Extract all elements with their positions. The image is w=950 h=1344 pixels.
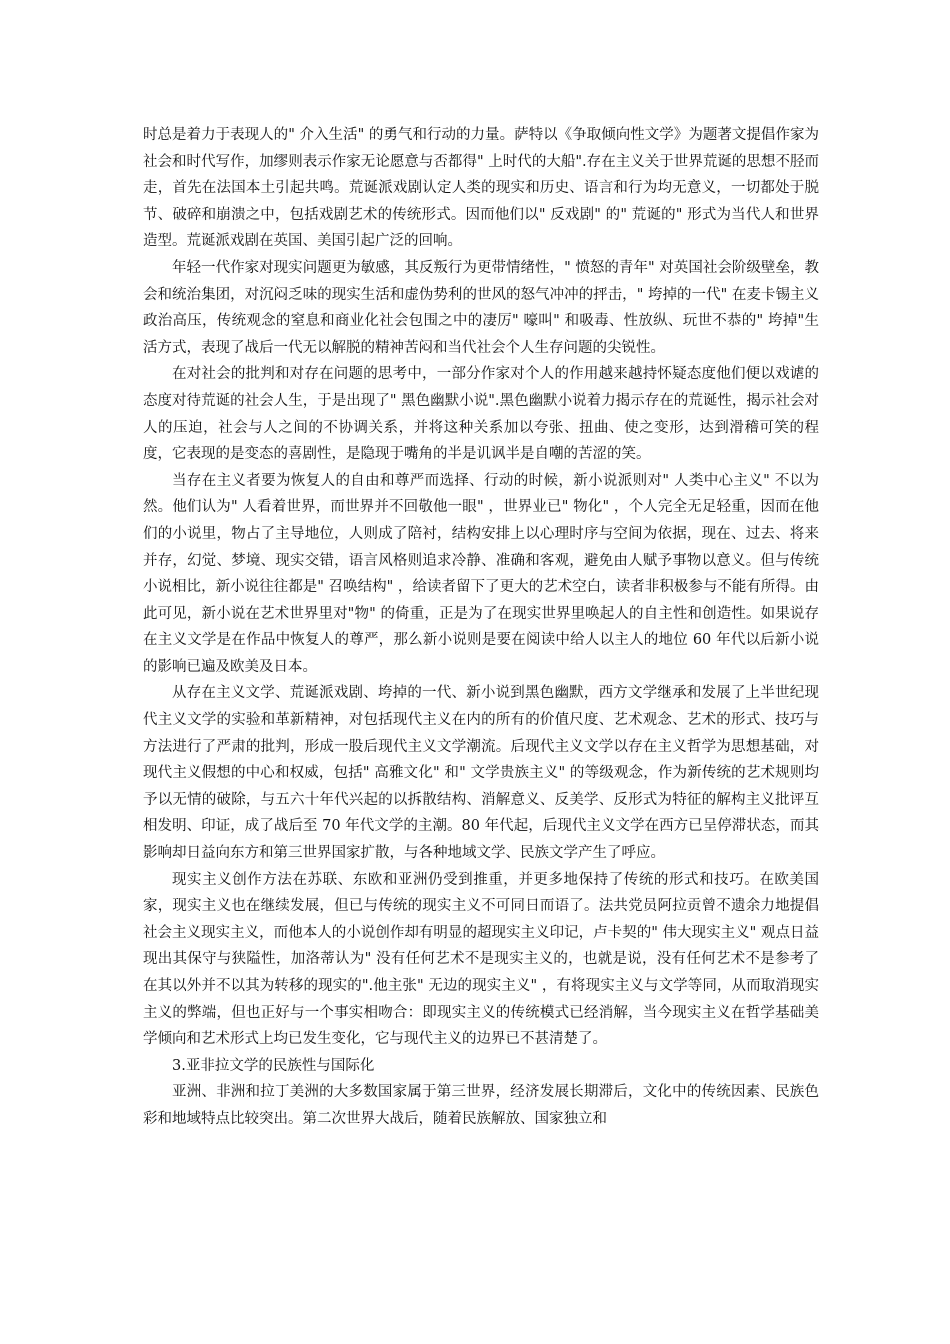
- section-heading: 3.亚非拉文学的民族性与国际化: [172, 1057, 375, 1074]
- paragraph-postmodernism: 从存在主义文学、荒诞派戏剧、垮掉的一代、新小说到黑色幽默，西方文学继承和发展了上半世纪现代主义文学的实验和革新精神，对包括现代主义在内的所有的价值尺度、艺术观念、艺术的形式、技巧与方法进行了严肃的批判，形成一股后现代主义文学潮流。后现代主义文学以存在主义哲学为思想基础，对现代主义假想的中心和权威，包括" 高雅文化" 和" 文学贵族主义" 的等级观念，作为新传统的艺术规则均予以无情的破除，与五六十年代兴起的以拆散结构、消解意义、反美学、反形式为特征的解构主义批评互相发明、印证，成了战后至 70 年代文学的主潮。80 年代起，后现代主义文学在西方已呈停滞状态，而其影响却日益向东方和第三世界国家扩散，与各种地域文学、民族文学产生了呼应。: [143, 685, 819, 862]
- paragraph-third-world: 亚洲、非洲和拉丁美洲的大多数国家属于第三世界，经济发展长期滞后，文化中的传统因素、民族色彩和地域特点比较突出。第二次世界大战后，随着民族解放、国家独立和: [143, 1084, 819, 1127]
- paragraph-black-humor: 在对社会的批判和对存在问题的思考中，一部分作家对个人的作用越来越持怀疑态度他们便以戏谑的态度对待荒诞的社会人生，于是出现了" 黑色幽默小说".黑色幽默小说着力揭示存在的荒诞性，揭示社会对人的压迫，社会与人之间的不协调关系，并将这种关系加以夸张、扭曲、使之变形，达到滑稽可笑的程度，它表现的是变态的喜剧性，是隐现于嘴角的半是讥讽半是自嘲的苦涩的笑。: [143, 366, 819, 463]
- paragraph-existentialism-continued: 时总是着力于表现人的" 介入生活" 的勇气和行动的力量。萨特以《争取倾向性文学》为题著文提倡作家为社会和时代写作，加缪则表示作家无论愿意与否都得" 上时代的大船".存在主义关于世界荒诞的思想不胫而走，首先在法国本土引起共鸣。荒诞派戏剧认定人类的现实和历史、语言和行为均无意义，一切都处于脱节、破碎和崩溃之中，包括戏剧艺术的传统形式。因而他们以" 反戏剧" 的" 荒诞的" 形式为当代人和世界造型。荒诞派戏剧在英国、美国引起广泛的回响。: [143, 127, 819, 250]
- paragraph-new-novel: 当存在主义者要为恢复人的自由和尊严而选择、行动的时候，新小说派则对" 人类中心主义" 不以为然。他们认为" 人看着世界，而世界并不回敬他一眼" ，世界业已" 物化" ，个人完全无足轻重，因而在他们的小说里，物占了主导地位，人则成了陪衬，结构安排上以心理时序与空间为依据，现在、过去、将来并存，幻觉、梦境、现实交错，语言风格则追求冷静、准确和客观，避免由人赋予事物以意义。但与传统小说相比，新小说往往都是" 召唤结构" ，给读者留下了更大的艺术空白，读者非积极参与不能有所得。由此可见，新小说在艺术世界里对"物" 的倚重，正是为了在现实世界里唤起人的自主性和创造性。如果说存在主义文学是在作品中恢复人的尊严，那么新小说则是要在阅读中给人以主人的地位 60 年代以后新小说的影响已遍及欧美及日本。: [143, 472, 819, 675]
- paragraph-realism: 现实主义创作方法在苏联、东欧和亚洲仍受到推重，并更多地保持了传统的形式和技巧。在欧美国家，现实主义也在继续发展，但已与传统的现实主义不可同日而语了。法共党员阿拉贡曾不遗余力地提倡社会主义现实主义，而他本人的小说创作却有明显的超现实主义印记，卢卡契的" 伟大现实主义" 观点日益现出其保守与狭隘性，加洛蒂认为" 没有任何艺术不是现实主义的，也就是说，没有任何艺术不是参考了在其以外并不以其为转移的现实的".他主张" 无边的现实主义" ，有将现实主义与文学等同，从而取消现实主义的弊端，但也正好与一个事实相吻合：即现实主义的传统模式已经消解，当今现实主义在哲学基础美学倾向和艺术形式上均已发生变化，它与现代主义的边界已不甚清楚了。: [143, 871, 819, 1048]
- paragraph-young-generation: 年轻一代作家对现实问题更为敏感，其反叛行为更带情绪性，" 愤怒的青年" 对英国社会阶级壁垒，教会和统治集团，对沉闷乏味的现实生活和虚伪势利的世风的怒气冲冲的抨击，" 垮掉的一代" 在麦卡锡主义政治高压，传统观念的窒息和商业化社会包围之中的凄厉" 嚎叫" 和吸毒、性放纵、玩世不恭的" 垮掉"生活方式，表现了战后一代无以解脱的精神苦闷和当代社会个人生存问题的尖锐性。: [143, 259, 819, 356]
- document-body: [143, 122, 819, 1133]
